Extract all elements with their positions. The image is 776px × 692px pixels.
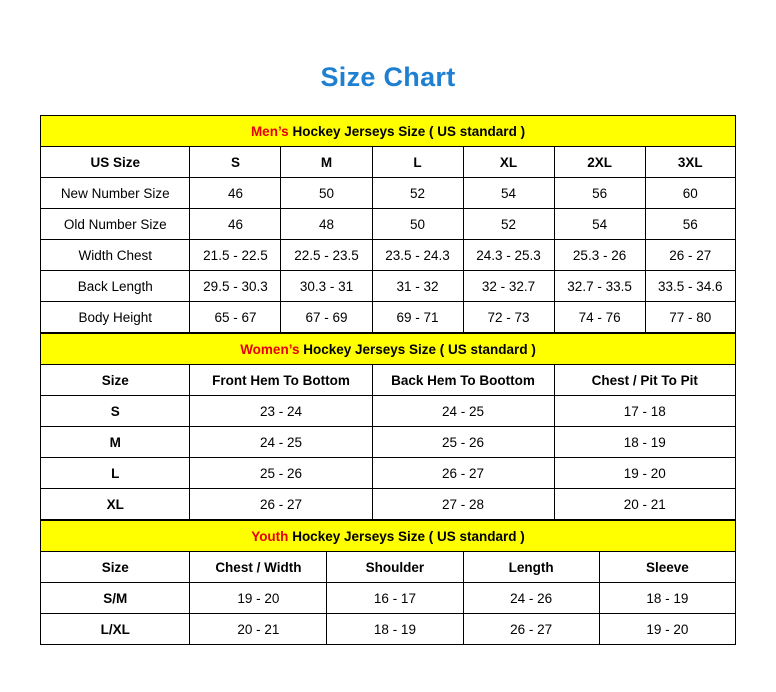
column-header: Chest / Pit To Pit <box>554 365 735 396</box>
column-header: L <box>372 147 463 178</box>
column-header: Size <box>41 552 190 583</box>
table-cell: 23.5 - 24.3 <box>372 240 463 271</box>
table-row <box>41 396 736 427</box>
table-cell: 29.5 - 30.3 <box>190 271 281 302</box>
table-header-row <box>41 552 736 583</box>
table-row <box>41 614 736 645</box>
womens-size-table <box>40 333 736 520</box>
table-row <box>41 302 736 333</box>
youth-section-heading-rest: Hockey Jerseys Size ( US standard ) <box>288 528 525 544</box>
table-cell: 18 - 19 <box>554 427 735 458</box>
table-cell: 26 - 27 <box>463 614 599 645</box>
table-section-header-row <box>41 116 736 147</box>
table-cell: 30.3 - 31 <box>281 271 372 302</box>
table-cell: 52 <box>372 178 463 209</box>
row-label: S <box>41 396 190 427</box>
table-cell: 56 <box>554 178 645 209</box>
column-header: Sleeve <box>599 552 735 583</box>
table-row <box>41 427 736 458</box>
table-cell: 60 <box>645 178 735 209</box>
table-cell: 25.3 - 26 <box>554 240 645 271</box>
column-header: Front Hem To Bottom <box>190 365 372 396</box>
table-cell: 17 - 18 <box>554 396 735 427</box>
column-header: XL <box>463 147 554 178</box>
table-cell: 74 - 76 <box>554 302 645 333</box>
row-label: Old Number Size <box>41 209 190 240</box>
table-cell: 20 - 21 <box>190 614 327 645</box>
table-row <box>41 583 736 614</box>
column-header: Back Hem To Boottom <box>372 365 554 396</box>
row-label: New Number Size <box>41 178 190 209</box>
table-cell: 69 - 71 <box>372 302 463 333</box>
row-label: XL <box>41 489 190 520</box>
table-cell: 50 <box>372 209 463 240</box>
womens-section-heading <box>41 334 736 365</box>
youth-section-heading <box>41 521 736 552</box>
table-cell: 56 <box>645 209 735 240</box>
table-cell: 32 - 32.7 <box>463 271 554 302</box>
table-cell: 16 - 17 <box>327 583 463 614</box>
column-header: Length <box>463 552 599 583</box>
table-cell: 27 - 28 <box>372 489 554 520</box>
table-header-row <box>41 365 736 396</box>
table-cell: 32.7 - 33.5 <box>554 271 645 302</box>
column-header: Chest / Width <box>190 552 327 583</box>
table-cell: 65 - 67 <box>190 302 281 333</box>
column-header: S <box>190 147 281 178</box>
column-header: 3XL <box>645 147 735 178</box>
row-label: S/M <box>41 583 190 614</box>
table-cell: 72 - 73 <box>463 302 554 333</box>
table-cell: 54 <box>554 209 645 240</box>
table-cell: 26 - 27 <box>372 458 554 489</box>
table-row <box>41 178 736 209</box>
table-cell: 26 - 27 <box>190 489 372 520</box>
table-row <box>41 209 736 240</box>
row-label: L/XL <box>41 614 190 645</box>
table-cell: 24 - 26 <box>463 583 599 614</box>
table-cell: 26 - 27 <box>645 240 735 271</box>
table-cell: 31 - 32 <box>372 271 463 302</box>
table-cell: 24 - 25 <box>190 427 372 458</box>
table-cell: 33.5 - 34.6 <box>645 271 735 302</box>
table-cell: 20 - 21 <box>554 489 735 520</box>
mens-section-heading-rest: Hockey Jerseys Size ( US standard ) <box>288 123 526 139</box>
youth-section-heading-highlight: Youth <box>251 528 289 544</box>
table-cell: 77 - 80 <box>645 302 735 333</box>
table-cell: 18 - 19 <box>327 614 463 645</box>
row-label: Width Chest <box>41 240 190 271</box>
table-cell: 67 - 69 <box>281 302 372 333</box>
row-label: L <box>41 458 190 489</box>
table-section-header-row <box>41 521 736 552</box>
table-cell: 50 <box>281 178 372 209</box>
table-row <box>41 271 736 302</box>
row-label: Body Height <box>41 302 190 333</box>
youth-size-table <box>40 520 736 645</box>
table-cell: 24.3 - 25.3 <box>463 240 554 271</box>
row-label: M <box>41 427 190 458</box>
column-header: 2XL <box>554 147 645 178</box>
table-cell: 25 - 26 <box>372 427 554 458</box>
column-header: M <box>281 147 372 178</box>
womens-section-heading-highlight: Women’s <box>240 341 300 357</box>
column-header: Size <box>41 365 190 396</box>
page-title: Size Chart <box>320 62 456 92</box>
table-row <box>41 240 736 271</box>
mens-section-heading <box>41 116 736 147</box>
table-cell: 18 - 19 <box>599 583 735 614</box>
mens-section-heading-highlight: Men’s <box>250 123 289 139</box>
table-section-header-row <box>41 334 736 365</box>
table-cell: 23 - 24 <box>190 396 372 427</box>
table-cell: 24 - 25 <box>372 396 554 427</box>
table-cell: 52 <box>463 209 554 240</box>
womens-section-heading-rest: Hockey Jerseys Size ( US standard ) <box>299 341 536 357</box>
size-chart-tables <box>40 115 736 645</box>
table-cell: 46 <box>190 178 281 209</box>
table-cell: 21.5 - 22.5 <box>190 240 281 271</box>
table-cell: 54 <box>463 178 554 209</box>
column-header: US Size <box>41 147 190 178</box>
table-cell: 48 <box>281 209 372 240</box>
table-cell: 19 - 20 <box>554 458 735 489</box>
table-cell: 22.5 - 23.5 <box>281 240 372 271</box>
table-cell: 19 - 20 <box>599 614 735 645</box>
row-label: Back Length <box>41 271 190 302</box>
table-row <box>41 458 736 489</box>
table-cell: 19 - 20 <box>190 583 327 614</box>
table-cell: 25 - 26 <box>190 458 372 489</box>
column-header: Shoulder <box>327 552 463 583</box>
table-cell: 46 <box>190 209 281 240</box>
mens-size-table <box>40 115 736 333</box>
table-header-row <box>41 147 736 178</box>
table-row <box>41 489 736 520</box>
